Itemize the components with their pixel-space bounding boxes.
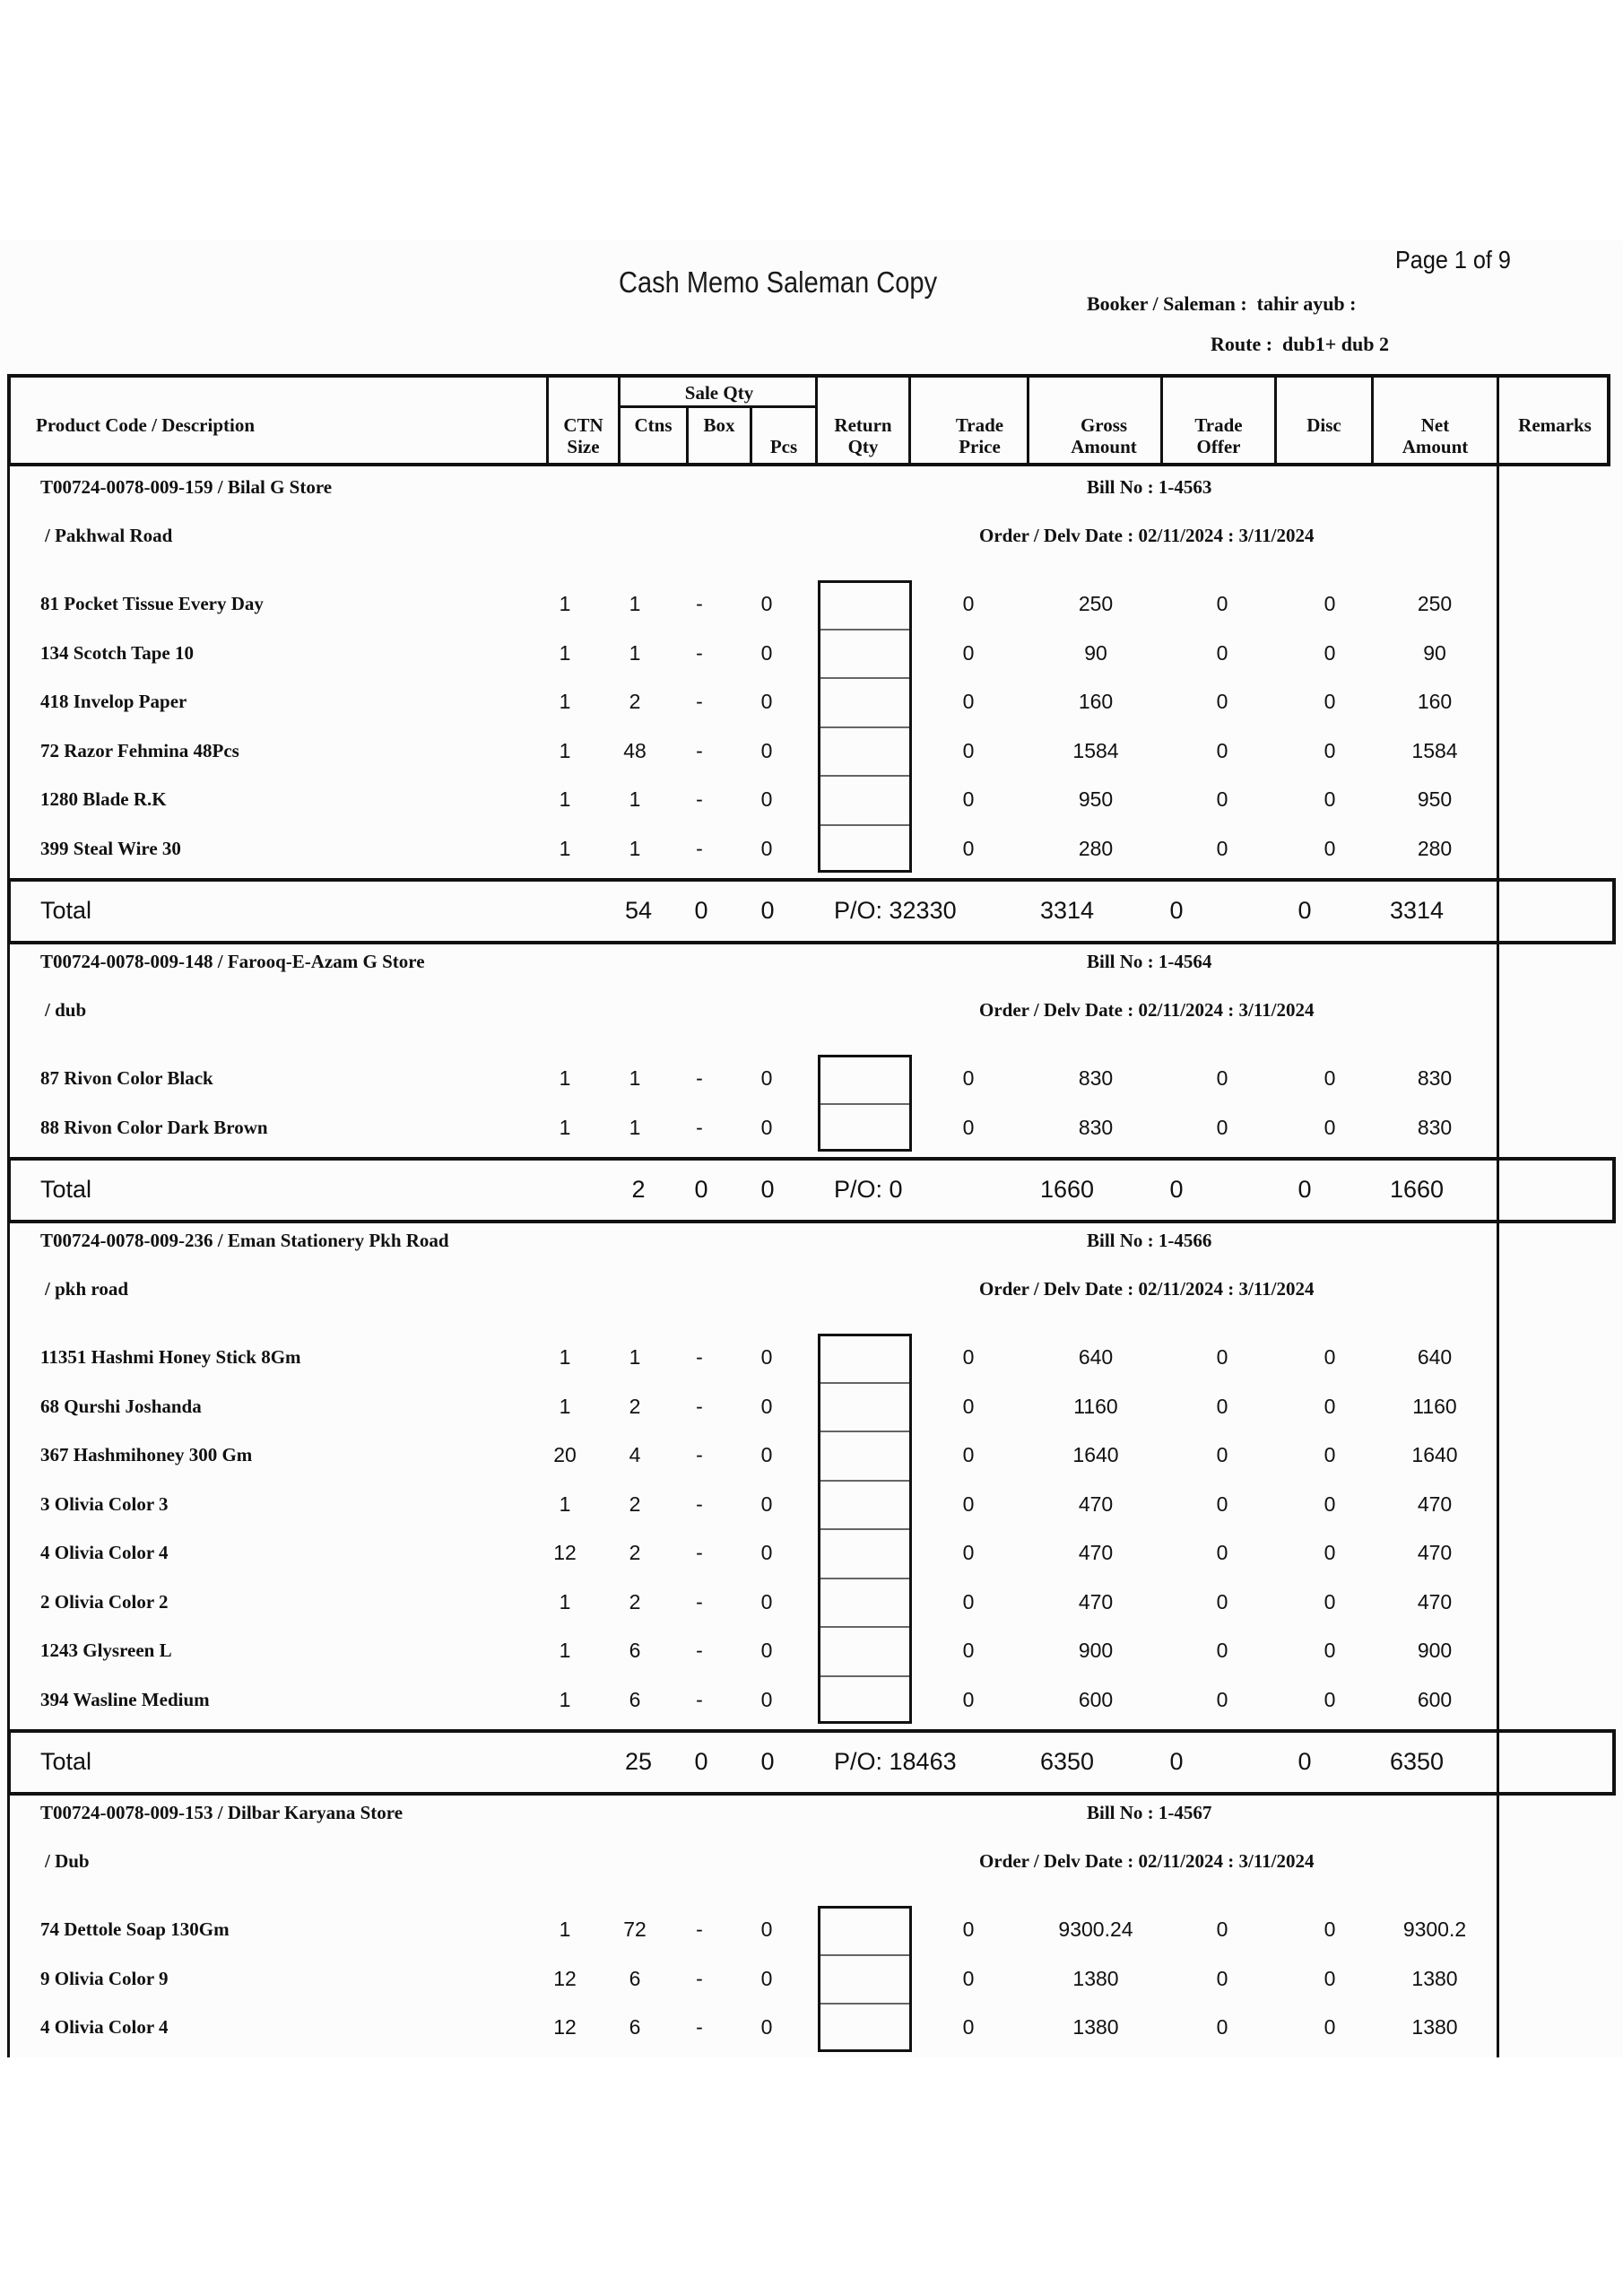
item-trade-price: 0: [962, 1687, 975, 1711]
item-trade-price: 0: [962, 1918, 975, 1941]
item-gross: 830: [1078, 1066, 1114, 1090]
col-header-box: Box: [703, 414, 735, 436]
item-trade-price: 0: [962, 1589, 975, 1613]
col-header-pcs: Pcs: [769, 436, 798, 457]
item-pcs: 0: [760, 1966, 773, 1990]
item-trade-price: 0: [962, 1541, 975, 1564]
customer-area: / Dub: [45, 1850, 90, 1872]
item-disc: 0: [1324, 1443, 1336, 1466]
item-pcs: 0: [760, 1066, 773, 1090]
col-header-return-line1: Return: [834, 414, 892, 436]
item-net: 1584: [1411, 738, 1458, 762]
item-pcs: 0: [760, 2015, 773, 2039]
item-gross: 9300.24: [1058, 1918, 1133, 1941]
total-disc: 0: [1298, 897, 1312, 924]
col-header-disc: Disc: [1306, 414, 1341, 436]
item-gross: 640: [1078, 1345, 1114, 1369]
item-gross: 470: [1078, 1541, 1114, 1564]
item-net: 1380: [1411, 2015, 1458, 2039]
item-net: 470: [1417, 1589, 1453, 1613]
item-description: 1280 Blade R.K: [40, 788, 167, 810]
item-trade-offer: 0: [1216, 2015, 1228, 2039]
item-ctn-size: 12: [553, 2015, 577, 2039]
col-header-sale-qty: Sale Qty: [684, 382, 754, 404]
col-header-net-amount: [1374, 414, 1497, 457]
total-net: 6350: [1389, 1748, 1445, 1775]
item-trade-offer: 0: [1216, 1492, 1228, 1516]
item-pcs: 0: [760, 738, 773, 762]
item-trade-offer: 0: [1216, 592, 1228, 615]
item-pcs: 0: [760, 1541, 773, 1564]
item-ctn-size: 1: [559, 1345, 571, 1369]
item-box: -: [696, 1066, 703, 1090]
item-gross: 160: [1078, 690, 1114, 713]
item-trade-price: 0: [962, 1345, 975, 1369]
item-disc: 0: [1324, 1394, 1336, 1418]
item-disc: 0: [1324, 592, 1336, 615]
item-ctn-size: 1: [559, 1639, 571, 1662]
item-disc: 0: [1324, 1687, 1336, 1711]
item-gross: 250: [1078, 592, 1114, 615]
table-left-border: [7, 1792, 10, 2057]
item-ctn-size: 1: [559, 690, 571, 713]
item-pcs: 0: [760, 1394, 773, 1418]
item-disc: 0: [1324, 640, 1336, 665]
item-ctns: 2: [629, 1589, 641, 1613]
item-ctns: 6: [629, 1687, 641, 1711]
item-disc: 0: [1324, 1492, 1336, 1516]
total-po: P/O: 0: [834, 1176, 903, 1203]
item-ctns: 6: [629, 2015, 641, 2039]
item-disc: 0: [1324, 1115, 1336, 1139]
col-header-return-line2: Qty: [847, 436, 879, 457]
item-trade-offer: 0: [1216, 640, 1228, 665]
remarks-column-border: [1497, 1220, 1499, 1796]
col-header-remarks: Remarks: [1518, 414, 1592, 436]
item-disc: 0: [1324, 1589, 1336, 1613]
item-description: 4 Olivia Color 4: [40, 2016, 169, 2038]
total-trade-offer: 0: [1169, 897, 1184, 924]
item-box: -: [696, 640, 703, 665]
item-trade-offer: 0: [1216, 690, 1228, 713]
total-ctns: 2: [631, 1176, 646, 1203]
item-net: 950: [1417, 787, 1453, 811]
item-description: 3 Olivia Color 3: [40, 1492, 169, 1515]
return-qty-input-box[interactable]: [818, 580, 912, 873]
item-ctn-size: 1: [559, 1918, 571, 1941]
customer-name: T00724-0078-009-236 / Eman Stationery Pkh Road: [40, 1230, 449, 1251]
item-net: 900: [1417, 1639, 1453, 1662]
item-disc: 0: [1324, 1541, 1336, 1564]
item-gross: 470: [1078, 1589, 1114, 1613]
item-ctn-size: 1: [559, 1687, 571, 1711]
item-box: -: [696, 690, 703, 713]
table-left-border: [7, 466, 10, 878]
item-box: -: [696, 1639, 703, 1662]
item-trade-offer: 0: [1216, 1066, 1228, 1090]
item-net: 470: [1417, 1492, 1453, 1516]
col-header-ctns: Ctns: [634, 414, 673, 436]
item-box: -: [696, 787, 703, 811]
col-header-trade-offer: [1163, 414, 1274, 457]
table-left-border: [7, 1220, 10, 1729]
customer-area: / dub: [45, 999, 87, 1021]
item-disc: 0: [1324, 1639, 1336, 1662]
return-qty-input-box[interactable]: [818, 1906, 912, 2052]
item-ctn-size: 1: [559, 1066, 571, 1090]
remarks-column-border: [1497, 941, 1499, 1223]
item-trade-price: 0: [962, 738, 975, 762]
item-net: 250: [1417, 592, 1453, 615]
item-trade-price: 0: [962, 836, 975, 860]
divider: [618, 405, 818, 408]
total-label: Total: [40, 897, 92, 924]
item-description: 367 Hashmihoney 300 Gm: [40, 1444, 253, 1465]
item-trade-offer: 0: [1216, 1687, 1228, 1711]
item-gross: 900: [1078, 1639, 1114, 1662]
bill-number: Bill No : 1-4566: [1087, 1230, 1212, 1251]
route-label: Route :: [1211, 333, 1273, 355]
col-header-ctn-size: [549, 414, 618, 457]
item-trade-offer: 0: [1216, 1443, 1228, 1466]
item-gross: 470: [1078, 1492, 1114, 1516]
item-ctns: 2: [629, 690, 641, 713]
item-ctns: 1: [629, 1115, 641, 1139]
item-box: -: [696, 836, 703, 860]
item-gross: 950: [1078, 787, 1114, 811]
item-box: -: [696, 1492, 703, 1516]
col-header-gross-line2: Amount: [1071, 436, 1137, 457]
item-pcs: 0: [760, 1492, 773, 1516]
item-net: 1640: [1411, 1443, 1458, 1466]
total-box: 0: [694, 1748, 708, 1775]
total-gross: 3314: [1039, 897, 1095, 924]
divider: [908, 374, 911, 466]
item-trade-offer: 0: [1216, 1345, 1228, 1369]
item-net: 640: [1417, 1345, 1453, 1369]
col-header-trade-offer-line2: Offer: [1196, 436, 1241, 457]
item-ctn-size: 1: [559, 640, 571, 665]
return-qty-input-box[interactable]: [818, 1055, 912, 1152]
item-trade-price: 0: [962, 592, 975, 615]
item-ctn-size: 1: [559, 1394, 571, 1418]
item-ctns: 1: [629, 1066, 641, 1090]
item-disc: 0: [1324, 787, 1336, 811]
col-header-trade-price: [933, 414, 1027, 457]
item-ctn-size: 1: [559, 738, 571, 762]
route: [1211, 333, 1389, 356]
booker-saleman: [1087, 292, 1357, 316]
item-description: 72 Razor Fehmina 48Pcs: [40, 739, 239, 761]
item-pcs: 0: [760, 1687, 773, 1711]
item-net: 830: [1417, 1066, 1453, 1090]
item-gross: 1160: [1073, 1394, 1118, 1418]
col-header-net-line2: Amount: [1402, 436, 1469, 457]
col-header-trade-price-line2: Price: [959, 436, 1001, 457]
return-qty-input-box[interactable]: [818, 1334, 912, 1724]
item-box: -: [696, 1918, 703, 1941]
item-net: 600: [1417, 1687, 1453, 1711]
item-gross: 90: [1084, 640, 1107, 665]
customer-name: T00724-0078-009-148 / Farooq-E-Azam G Store: [40, 951, 425, 972]
customer-area: / Pakhwal Road: [45, 525, 173, 546]
total-po: P/O: 32330: [834, 897, 957, 924]
item-ctns: 2: [629, 1492, 641, 1516]
item-disc: 0: [1324, 1918, 1336, 1941]
item-pcs: 0: [760, 1918, 773, 1941]
item-box: -: [696, 1589, 703, 1613]
item-net: 1160: [1412, 1394, 1457, 1418]
total-label: Total: [40, 1748, 92, 1775]
item-box: -: [696, 1394, 703, 1418]
total-label: Total: [40, 1176, 92, 1203]
booker-value: tahir ayub :: [1256, 292, 1357, 315]
route-value: dub1+ dub 2: [1282, 333, 1389, 355]
item-pcs: 0: [760, 1115, 773, 1139]
item-gross: 1380: [1072, 2015, 1119, 2039]
col-header-ctn-size-line2: Size: [567, 436, 600, 457]
item-gross: 1584: [1072, 738, 1119, 762]
total-po: P/O: 18463: [834, 1748, 957, 1775]
item-pcs: 0: [760, 836, 773, 860]
item-trade-price: 0: [962, 1966, 975, 1990]
order-delivery-date: Order / Delv Date : 02/11/2024 : 3/11/2024: [979, 1850, 1315, 1872]
item-pcs: 0: [760, 1443, 773, 1466]
item-ctns: 2: [629, 1541, 641, 1564]
item-trade-price: 0: [962, 787, 975, 811]
table-left-border: [7, 941, 10, 1157]
total-trade-offer: 0: [1169, 1176, 1184, 1203]
item-trade-price: 0: [962, 640, 975, 665]
item-ctns: 1: [629, 787, 641, 811]
item-description: 9 Olivia Color 9: [40, 1967, 169, 1989]
item-pcs: 0: [760, 1345, 773, 1369]
item-ctn-size: 20: [553, 1443, 577, 1466]
remarks-column-border: [1497, 466, 1499, 944]
item-trade-offer: 0: [1216, 738, 1228, 762]
total-disc: 0: [1298, 1748, 1312, 1775]
total-box: 0: [694, 897, 708, 924]
item-pcs: 0: [760, 640, 773, 665]
item-box: -: [696, 1541, 703, 1564]
item-pcs: 0: [760, 1589, 773, 1613]
item-ctns: 2: [629, 1394, 641, 1418]
page-indicator: Page 1 of 9: [1395, 246, 1511, 274]
col-header-gross-amount: [1047, 414, 1160, 457]
item-gross: 1640: [1072, 1443, 1119, 1466]
item-net: 160: [1417, 690, 1453, 713]
item-pcs: 0: [760, 592, 773, 615]
item-net: 470: [1417, 1541, 1453, 1564]
item-trade-offer: 0: [1216, 836, 1228, 860]
remarks-column-border: [1497, 1792, 1499, 2057]
item-box: -: [696, 1345, 703, 1369]
item-ctns: 4: [629, 1443, 641, 1466]
total-pcs: 0: [760, 897, 775, 924]
item-pcs: 0: [760, 787, 773, 811]
item-box: -: [696, 1966, 703, 1990]
item-trade-offer: 0: [1216, 1639, 1228, 1662]
item-gross: 830: [1078, 1115, 1114, 1139]
item-description: 134 Scotch Tape 10: [40, 641, 194, 664]
item-gross: 280: [1078, 836, 1114, 860]
item-ctns: 48: [623, 738, 647, 762]
item-pcs: 0: [760, 690, 773, 713]
item-gross: 600: [1078, 1687, 1114, 1711]
customer-name: T00724-0078-009-159 / Bilal G Store: [40, 476, 333, 498]
item-trade-price: 0: [962, 1639, 975, 1662]
item-trade-offer: 0: [1216, 1966, 1228, 1990]
item-trade-offer: 0: [1216, 1115, 1228, 1139]
col-header-trade-offer-line1: Trade: [1194, 414, 1243, 436]
item-description: 88 Rivon Color Dark Brown: [40, 1116, 268, 1138]
item-disc: 0: [1324, 836, 1336, 860]
item-disc: 0: [1324, 690, 1336, 713]
item-trade-offer: 0: [1216, 787, 1228, 811]
item-description: 81 Pocket Tissue Every Day: [40, 593, 264, 614]
item-box: -: [696, 2015, 703, 2039]
item-disc: 0: [1324, 1345, 1336, 1369]
item-disc: 0: [1324, 1966, 1336, 1990]
total-ctns: 25: [624, 1748, 653, 1775]
item-ctn-size: 1: [559, 592, 571, 615]
item-trade-price: 0: [962, 2015, 975, 2039]
item-net: 280: [1417, 836, 1453, 860]
item-gross: 1380: [1072, 1966, 1119, 1990]
col-header-return-qty: [818, 414, 908, 457]
item-trade-price: 0: [962, 690, 975, 713]
item-trade-offer: 0: [1216, 1918, 1228, 1941]
total-disc: 0: [1298, 1176, 1312, 1203]
item-trade-price: 0: [962, 1066, 975, 1090]
bill-number: Bill No : 1-4564: [1087, 951, 1212, 972]
item-box: -: [696, 1115, 703, 1139]
item-trade-offer: 0: [1216, 1541, 1228, 1564]
item-trade-price: 0: [962, 1443, 975, 1466]
order-delivery-date: Order / Delv Date : 02/11/2024 : 3/11/2024: [979, 999, 1315, 1021]
item-disc: 0: [1324, 738, 1336, 762]
bill-number: Bill No : 1-4567: [1087, 1802, 1212, 1823]
col-header-trade-price-line1: Trade: [955, 414, 1004, 436]
total-box: 0: [694, 1176, 708, 1203]
item-description: 68 Qurshi Joshanda: [40, 1395, 202, 1417]
item-ctns: 6: [629, 1966, 641, 1990]
item-ctns: 1: [629, 1345, 641, 1369]
item-box: -: [696, 1687, 703, 1711]
item-description: 4 Olivia Color 4: [40, 1542, 169, 1563]
item-ctn-size: 1: [559, 1115, 571, 1139]
item-box: -: [696, 592, 703, 615]
item-ctn-size: 1: [559, 787, 571, 811]
item-ctn-size: 1: [559, 836, 571, 860]
item-box: -: [696, 738, 703, 762]
item-ctn-size: 1: [559, 1492, 571, 1516]
total-gross: 6350: [1039, 1748, 1095, 1775]
item-disc: 0: [1324, 2015, 1336, 2039]
total-net: 1660: [1389, 1176, 1445, 1203]
item-ctns: 1: [629, 836, 641, 860]
booker-label: Booker / Saleman :: [1087, 292, 1247, 315]
item-ctn-size: 12: [553, 1966, 577, 1990]
item-description: 2 Olivia Color 2: [40, 1590, 169, 1613]
col-header-gross-line1: Gross: [1080, 414, 1128, 436]
item-trade-price: 0: [962, 1394, 975, 1418]
item-trade-price: 0: [962, 1492, 975, 1516]
divider: [1027, 374, 1029, 466]
item-pcs: 0: [760, 1639, 773, 1662]
item-description: 11351 Hashmi Honey Stick 8Gm: [40, 1346, 301, 1368]
item-description: 399 Steal Wire 30: [40, 837, 181, 859]
item-net: 9300.2: [1402, 1918, 1467, 1941]
item-ctn-size: 1: [559, 1589, 571, 1613]
col-header-ctn-size-line1: CTN: [563, 414, 603, 436]
total-ctns: 54: [624, 897, 653, 924]
item-ctns: 1: [629, 592, 641, 615]
document-title: Cash Memo Saleman Copy: [619, 265, 938, 299]
item-box: -: [696, 1443, 703, 1466]
col-header-net-line1: Net: [1420, 414, 1450, 436]
item-trade-offer: 0: [1216, 1394, 1228, 1418]
item-ctns: 72: [623, 1918, 647, 1941]
item-disc: 0: [1324, 1066, 1336, 1090]
total-gross: 1660: [1039, 1176, 1095, 1203]
total-trade-offer: 0: [1169, 1748, 1184, 1775]
bill-number: Bill No : 1-4563: [1087, 476, 1212, 498]
item-ctn-size: 12: [553, 1541, 577, 1564]
total-pcs: 0: [760, 1176, 775, 1203]
item-ctns: 1: [629, 640, 641, 665]
item-ctns: 6: [629, 1639, 641, 1662]
item-description: 394 Wasline Medium: [40, 1688, 210, 1710]
order-delivery-date: Order / Delv Date : 02/11/2024 : 3/11/2024: [979, 525, 1315, 546]
item-net: 1380: [1411, 1966, 1458, 1990]
total-pcs: 0: [760, 1748, 775, 1775]
item-trade-price: 0: [962, 1115, 975, 1139]
item-net: 830: [1417, 1115, 1453, 1139]
total-net: 3314: [1389, 897, 1445, 924]
customer-area: / pkh road: [45, 1278, 128, 1300]
customer-name: T00724-0078-009-153 / Dilbar Karyana Store: [40, 1802, 404, 1823]
col-header-product: Product Code / Description: [36, 414, 256, 436]
item-description: 87 Rivon Color Black: [40, 1067, 213, 1089]
item-description: 1243 Glysreen L: [40, 1639, 172, 1661]
item-description: 74 Dettole Soap 130Gm: [40, 1918, 230, 1940]
item-description: 418 Invelop Paper: [40, 691, 187, 712]
order-delivery-date: Order / Delv Date : 02/11/2024 : 3/11/2024: [979, 1278, 1315, 1300]
item-trade-offer: 0: [1216, 1589, 1228, 1613]
item-net: 90: [1423, 640, 1446, 665]
